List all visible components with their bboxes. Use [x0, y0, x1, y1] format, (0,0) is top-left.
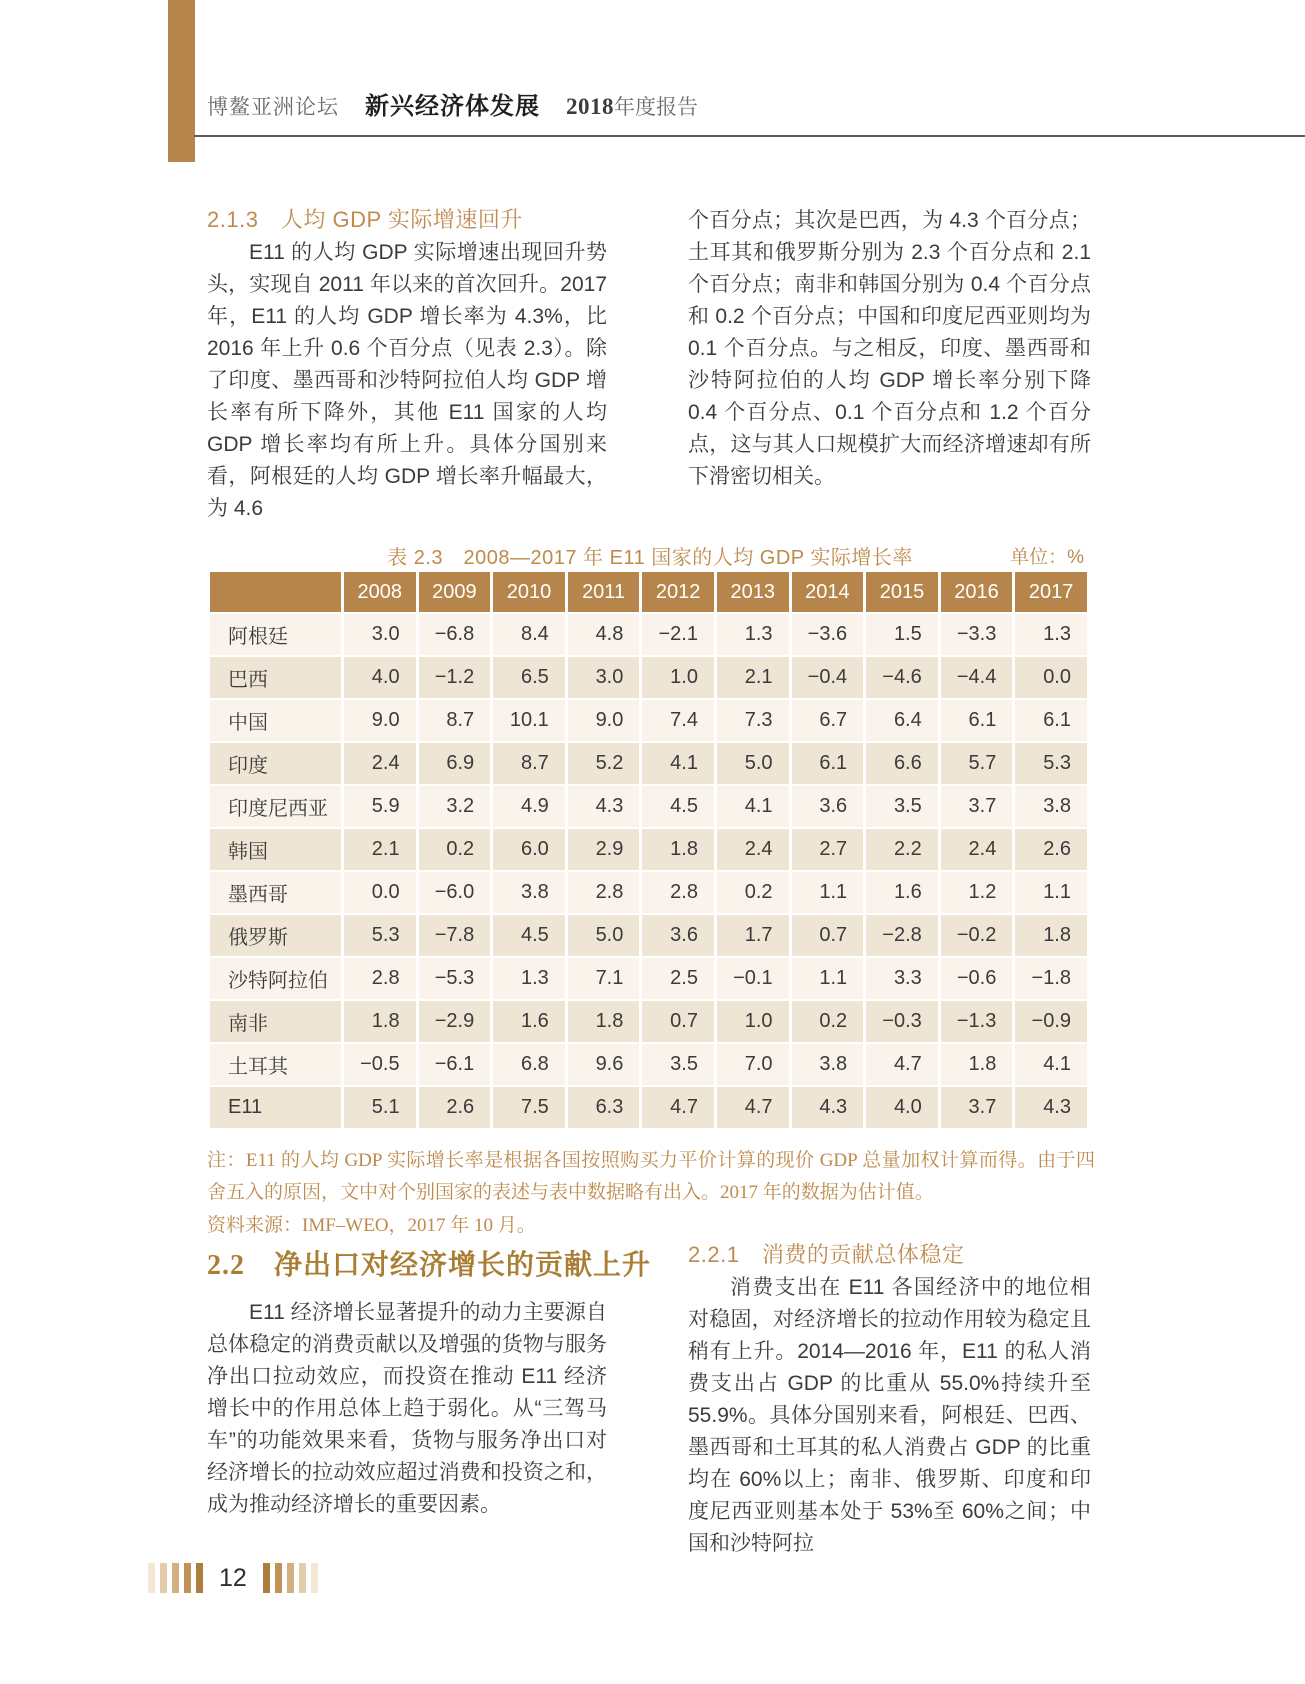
value-cell: −0.6 — [941, 958, 1016, 1001]
section-2-2-heading: 2.2 净出口对经济增长的贡献上升 — [207, 1250, 652, 1281]
value-cell: 4.0 — [866, 1087, 941, 1130]
table-note: 注：E11 的人均 GDP 实际增长率是根据各国按照购买力平价计算的现价 GDP 总量加权计算而得。由于四舍五入的原因，文中对个别国家的表述与表中数据略有出入。2017 年的数据为估计值。 — [207, 1150, 1095, 1203]
value-cell: 4.7 — [717, 1087, 792, 1130]
value-cell: 1.2 — [941, 872, 1016, 915]
header-report-year — [566, 91, 698, 121]
footer-bar — [263, 1563, 270, 1593]
footer-bar — [275, 1563, 282, 1593]
value-cell: 0.0 — [344, 872, 419, 915]
country-name-cell: 阿根廷 — [210, 614, 344, 657]
value-cell: 1.8 — [941, 1044, 1016, 1087]
value-cell: 1.5 — [866, 614, 941, 657]
value-cell: 3.3 — [866, 958, 941, 1001]
footer-bar — [299, 1563, 306, 1593]
value-cell: 2.8 — [642, 872, 717, 915]
footer-bar — [172, 1563, 179, 1593]
section-2-2-1-paragraph: 消费支出在 E11 各国经济中的地位相对稳固，对经济增长的拉动作用较为稳定且稍有上升。2014—2016 年，E11 的私人消费支出占 GDP 的比重从 55.0%持续升至 55.9%。具体分国别来看，阿根廷、巴西、墨西哥和土耳其的私人消费占 GDP 的比重均在 60%以上；南非、俄罗斯、印度和印度尼西亚则基本处于 53%至 60%之间；中国和沙特阿拉 — [688, 1276, 1091, 1555]
value-cell: 6.3 — [568, 1087, 643, 1130]
value-cell: 1.1 — [792, 872, 867, 915]
value-cell: 2.5 — [642, 958, 717, 1001]
value-cell: 2.4 — [344, 743, 419, 786]
value-cell: −1.2 — [419, 657, 494, 700]
value-cell: 9.0 — [344, 700, 419, 743]
value-cell: 2.7 — [792, 829, 867, 872]
value-cell: 6.8 — [493, 1044, 568, 1087]
value-cell: 1.6 — [493, 1001, 568, 1044]
value-cell: 6.7 — [792, 700, 867, 743]
value-cell: 4.0 — [344, 657, 419, 700]
table-corner-cell — [210, 572, 344, 614]
country-name-cell: 印度尼西亚 — [210, 786, 344, 829]
footer-bar — [287, 1563, 294, 1593]
section-2-2-1-heading: 2.2.1 消费的贡献总体稳定 — [688, 1242, 965, 1267]
value-cell: 3.6 — [792, 786, 867, 829]
value-cell: 7.1 — [568, 958, 643, 1001]
value-cell: 5.3 — [344, 915, 419, 958]
value-cell: 6.1 — [941, 700, 1016, 743]
value-cell: 4.3 — [1015, 1087, 1090, 1130]
value-cell: 6.0 — [493, 829, 568, 872]
value-cell: 7.5 — [493, 1087, 568, 1130]
page-number: 12 — [219, 1563, 247, 1592]
value-cell: 0.2 — [419, 829, 494, 872]
footer-bar — [196, 1563, 203, 1593]
value-cell: −2.9 — [419, 1001, 494, 1044]
country-name-cell: 沙特阿拉伯 — [210, 958, 344, 1001]
value-cell: 4.9 — [493, 786, 568, 829]
footer-bar — [184, 1563, 191, 1593]
table-caption: 表 2.3 2008—2017 年 E11 国家的人均 GDP 实际增长率 — [387, 547, 913, 569]
country-name-cell: 土耳其 — [210, 1044, 344, 1087]
table-body — [210, 614, 1090, 1130]
value-cell: 1.8 — [568, 1001, 643, 1044]
value-cell: 4.5 — [642, 786, 717, 829]
value-cell: 2.4 — [941, 829, 1016, 872]
value-cell: 2.6 — [419, 1087, 494, 1130]
value-cell: −2.8 — [866, 915, 941, 958]
value-cell: −3.3 — [941, 614, 1016, 657]
value-cell: 5.1 — [344, 1087, 419, 1130]
footer-bar — [311, 1563, 318, 1593]
value-cell: 7.4 — [642, 700, 717, 743]
footer-bar — [148, 1563, 155, 1593]
value-cell: 4.1 — [717, 786, 792, 829]
value-cell: 3.5 — [866, 786, 941, 829]
value-cell: −4.4 — [941, 657, 1016, 700]
value-cell: −2.1 — [642, 614, 717, 657]
value-cell: 1.6 — [866, 872, 941, 915]
value-cell: 8.7 — [419, 700, 494, 743]
value-cell: −0.5 — [344, 1044, 419, 1087]
value-cell: 1.0 — [642, 657, 717, 700]
value-cell: 7.0 — [717, 1044, 792, 1087]
value-cell: 3.8 — [493, 872, 568, 915]
value-cell: 5.0 — [568, 915, 643, 958]
value-cell: 1.8 — [344, 1001, 419, 1044]
corner-accent-bar — [168, 0, 195, 162]
value-cell: 1.1 — [1015, 872, 1090, 915]
page-footer — [148, 1563, 318, 1593]
value-cell: 1.7 — [717, 915, 792, 958]
value-cell: −5.3 — [419, 958, 494, 1001]
country-name-cell: E11 — [210, 1087, 344, 1130]
header-report-suffix: 年度报告 — [614, 96, 698, 119]
value-cell: 3.7 — [941, 786, 1016, 829]
value-cell: −6.1 — [419, 1044, 494, 1087]
table-unit-label: 单位：% — [1010, 547, 1084, 568]
value-cell: 2.2 — [866, 829, 941, 872]
value-cell: 3.0 — [568, 657, 643, 700]
value-cell: −0.3 — [866, 1001, 941, 1044]
footer-bars-right — [263, 1563, 318, 1593]
value-cell: −0.4 — [792, 657, 867, 700]
section-2-2-paragraph: E11 经济增长显著提升的动力主要源自总体稳定的消费贡献以及增强的货物与服务净出口拉动效应，而投资在推动 E11 经济增长中的作用总体上趋于弱化。从“三驾马车”的功能效果来看，货物与服务净出口对经济增长的拉动效应超过消费和投资之和，成为推动经济增长的重要因素。 — [207, 1301, 607, 1516]
value-cell: 4.5 — [493, 915, 568, 958]
value-cell: −6.0 — [419, 872, 494, 915]
table-row — [210, 829, 1090, 872]
table-row — [210, 872, 1090, 915]
year-header-cell: 2011 — [568, 572, 643, 614]
country-name-cell: 韩国 — [210, 829, 344, 872]
value-cell: 4.3 — [792, 1087, 867, 1130]
value-cell: 0.0 — [1015, 657, 1090, 700]
value-cell: −3.6 — [792, 614, 867, 657]
value-cell: 3.0 — [344, 614, 419, 657]
value-cell: 3.5 — [642, 1044, 717, 1087]
table-row — [210, 958, 1090, 1001]
footer-bar — [160, 1563, 167, 1593]
value-cell: −6.8 — [419, 614, 494, 657]
value-cell: 3.7 — [941, 1087, 1016, 1130]
table-row — [210, 1087, 1090, 1130]
value-cell: −1.8 — [1015, 958, 1090, 1001]
footer-bars-left — [148, 1563, 203, 1593]
value-cell: 9.6 — [568, 1044, 643, 1087]
value-cell: 0.7 — [792, 915, 867, 958]
value-cell: −0.1 — [717, 958, 792, 1001]
value-cell: 6.6 — [866, 743, 941, 786]
year-header-cell: 2015 — [866, 572, 941, 614]
value-cell: 10.1 — [493, 700, 568, 743]
table-row — [210, 743, 1090, 786]
value-cell: 4.7 — [642, 1087, 717, 1130]
value-cell: 0.2 — [792, 1001, 867, 1044]
table-source: 资料来源：IMF–WEO，2017 年 10 月。 — [207, 1215, 536, 1236]
value-cell: −7.8 — [419, 915, 494, 958]
table-header-row — [210, 572, 1090, 614]
country-name-cell: 中国 — [210, 700, 344, 743]
value-cell: 5.0 — [717, 743, 792, 786]
country-name-cell: 俄罗斯 — [210, 915, 344, 958]
page-header — [207, 86, 698, 121]
country-name-cell: 巴西 — [210, 657, 344, 700]
table-row — [210, 786, 1090, 829]
header-series-title: 新兴经济体发展 — [365, 94, 540, 120]
value-cell: 9.0 — [568, 700, 643, 743]
value-cell: 2.8 — [344, 958, 419, 1001]
value-cell: 3.6 — [642, 915, 717, 958]
table-row — [210, 1001, 1090, 1044]
value-cell: 4.3 — [568, 786, 643, 829]
table-row — [210, 1044, 1090, 1087]
value-cell: 6.5 — [493, 657, 568, 700]
value-cell: 6.1 — [792, 743, 867, 786]
value-cell: 1.8 — [642, 829, 717, 872]
value-cell: 3.8 — [1015, 786, 1090, 829]
value-cell: 6.4 — [866, 700, 941, 743]
value-cell: 1.0 — [717, 1001, 792, 1044]
value-cell: −0.9 — [1015, 1001, 1090, 1044]
value-cell: 1.3 — [493, 958, 568, 1001]
value-cell: 6.1 — [1015, 700, 1090, 743]
section-2-1-3-paragraph-left: E11 的人均 GDP 实际增速出现回升势头，实现自 2011 年以来的首次回升。2017 年，E11 的人均 GDP 增长率为 4.3%，比 2016 年上升 0.6 个百分点（见表 2.3）。除了印度、墨西哥和沙特阿拉伯人均 GDP 增长率有所下降外，其他 E11 国家的人均 GDP 增长率均有所上升。具体分国别来看，阿根廷的人均 GDP 增长率升幅最大，为 4.6 — [207, 241, 607, 520]
value-cell: 0.7 — [642, 1001, 717, 1044]
value-cell: 7.3 — [717, 700, 792, 743]
header-year-number: 2018 — [566, 94, 614, 119]
value-cell: 1.1 — [792, 958, 867, 1001]
table-row — [210, 700, 1090, 743]
section-2-1-3-paragraph-right: 个百分点；其次是巴西，为 4.3 个百分点；土耳其和俄罗斯分别为 2.3 个百分点和 2.1 个百分点；南非和韩国分别为 0.4 个百分点和 0.2 个百分点；中国和印度尼西亚则均为 0.1 个百分点。与之相反，印度、墨西哥和沙特阿拉伯的人均 GDP 增长率分别下降 0.4 个百分点、0.1 个百分点和 1.2 个百分点，这与其人口规模扩大而经济增速却有所下滑密切相关。 — [688, 209, 1091, 488]
value-cell: 3.2 — [419, 786, 494, 829]
table-caption-row — [210, 541, 1090, 569]
country-name-cell: 印度 — [210, 743, 344, 786]
value-cell: 1.3 — [1015, 614, 1090, 657]
year-header-cell: 2009 — [419, 572, 494, 614]
year-header-cell: 2010 — [493, 572, 568, 614]
country-name-cell: 南非 — [210, 1001, 344, 1044]
value-cell: 0.2 — [717, 872, 792, 915]
value-cell: 2.6 — [1015, 829, 1090, 872]
value-cell: 1.3 — [717, 614, 792, 657]
value-cell: 2.9 — [568, 829, 643, 872]
value-cell: 1.8 — [1015, 915, 1090, 958]
year-header-cell: 2013 — [717, 572, 792, 614]
value-cell: 4.1 — [1015, 1044, 1090, 1087]
year-header-cell: 2016 — [941, 572, 1016, 614]
table-row — [210, 657, 1090, 700]
year-header-cell: 2014 — [792, 572, 867, 614]
value-cell: 2.8 — [568, 872, 643, 915]
value-cell: 3.8 — [792, 1044, 867, 1087]
value-cell: 2.4 — [717, 829, 792, 872]
value-cell: 8.4 — [493, 614, 568, 657]
value-cell: 5.3 — [1015, 743, 1090, 786]
value-cell: −0.2 — [941, 915, 1016, 958]
value-cell: −4.6 — [866, 657, 941, 700]
value-cell: 4.7 — [866, 1044, 941, 1087]
value-cell: 2.1 — [344, 829, 419, 872]
year-header-cell: 2017 — [1015, 572, 1090, 614]
country-name-cell: 墨西哥 — [210, 872, 344, 915]
value-cell: 5.2 — [568, 743, 643, 786]
value-cell: 6.9 — [419, 743, 494, 786]
year-header-cell: 2008 — [344, 572, 419, 614]
gdp-growth-table — [210, 572, 1090, 1130]
value-cell: 5.7 — [941, 743, 1016, 786]
gdp-growth-table-wrap — [210, 572, 1090, 1130]
value-cell: 5.9 — [344, 786, 419, 829]
header-forum-name: 博鳌亚洲论坛 — [207, 96, 339, 119]
value-cell: −1.3 — [941, 1001, 1016, 1044]
value-cell: 8.7 — [493, 743, 568, 786]
header-divider-line — [194, 135, 1305, 137]
table-row — [210, 614, 1090, 657]
year-header-cell: 2012 — [642, 572, 717, 614]
value-cell: 2.1 — [717, 657, 792, 700]
table-row — [210, 915, 1090, 958]
value-cell: 4.8 — [568, 614, 643, 657]
table-header — [210, 572, 1090, 614]
section-2-1-3-heading: 2.1.3 人均 GDP 实际增速回升 — [207, 207, 523, 232]
value-cell: 4.1 — [642, 743, 717, 786]
